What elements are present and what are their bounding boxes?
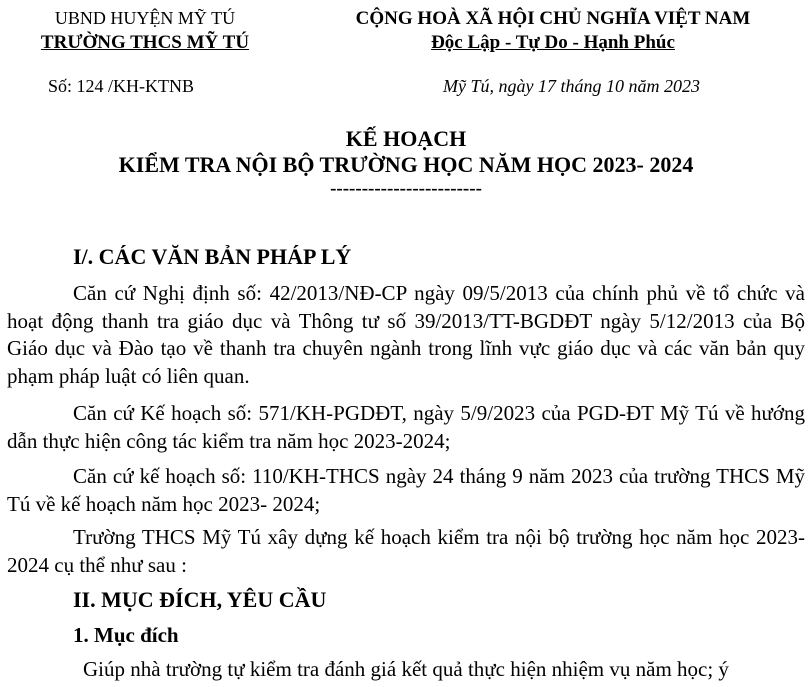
- title-separator: ------------------------: [330, 178, 482, 199]
- document-title: KẾ HOẠCH: [345, 126, 467, 151]
- section-heading-legal: I/. CÁC VĂN BẢN PHÁP LÝ: [73, 244, 352, 269]
- national-title: CỘNG HOÀ XÃ HỘI CHỦ NGHĨA VIỆT NAM: [355, 8, 751, 29]
- paragraph-legal-basis-2: Căn cứ Kế hoạch số: 571/KH-PGDĐT, ngày 5/9/2023 của PGD-ĐT Mỹ Tú về hướng dẫn thực hiện công tác kiểm tra năm học 2023-2024;: [7, 401, 805, 453]
- paragraph-legal-basis-1: Căn cứ Nghị định số: 42/2013/NĐ-CP ngày 09/5/2013 của chính phủ về tổ chức và hoạt động thanh tra giáo dục và Thông tư số 39/2013/TT-BGDĐT ngày 5/12/2013 của Bộ Giáo dục và Đào tạo về thanh tra chuyên ngành trong lĩnh vực giáo dục và các văn bản quy phạm pháp luật có liên quan.: [7, 281, 805, 388]
- document-subtitle: KIỂM TRA NỘI BỘ TRƯỜNG HỌC NĂM HỌC 2023- 2024: [118, 152, 694, 177]
- paragraph-objective: Giúp nhà trường tự kiểm tra đánh giá kết quả thực hiện nhiệm vụ năm học; ý: [83, 657, 729, 681]
- national-motto: Độc Lập - Tự Do - Hạnh Phúc: [431, 32, 675, 53]
- paragraph-legal-basis-3: Căn cứ kế hoạch số: 110/KH-THCS ngày 24 tháng 9 năm 2023 của trường THCS Mỹ Tú về kế hoạch năm học 2023- 2024;: [7, 464, 805, 516]
- subsection-heading-objective: 1. Mục đích: [73, 623, 179, 647]
- paragraph-intro: Trường THCS Mỹ Tú xây dựng kế hoạch kiểm tra nội bộ trường học năm học 2023- 2024 cụ thể như sau :: [7, 525, 805, 577]
- organization-name: UBND HUYỆN MỸ TÚ: [54, 8, 236, 28]
- school-name: TRƯỜNG THCS MỸ TÚ: [40, 32, 250, 53]
- document-number: Số: 124 /KH-KTNB: [48, 76, 195, 96]
- document-date: Mỹ Tú, ngày 17 tháng 10 năm 2023: [443, 76, 700, 96]
- section-heading-purpose: II. MỤC ĐÍCH, YÊU CẦU: [73, 587, 327, 612]
